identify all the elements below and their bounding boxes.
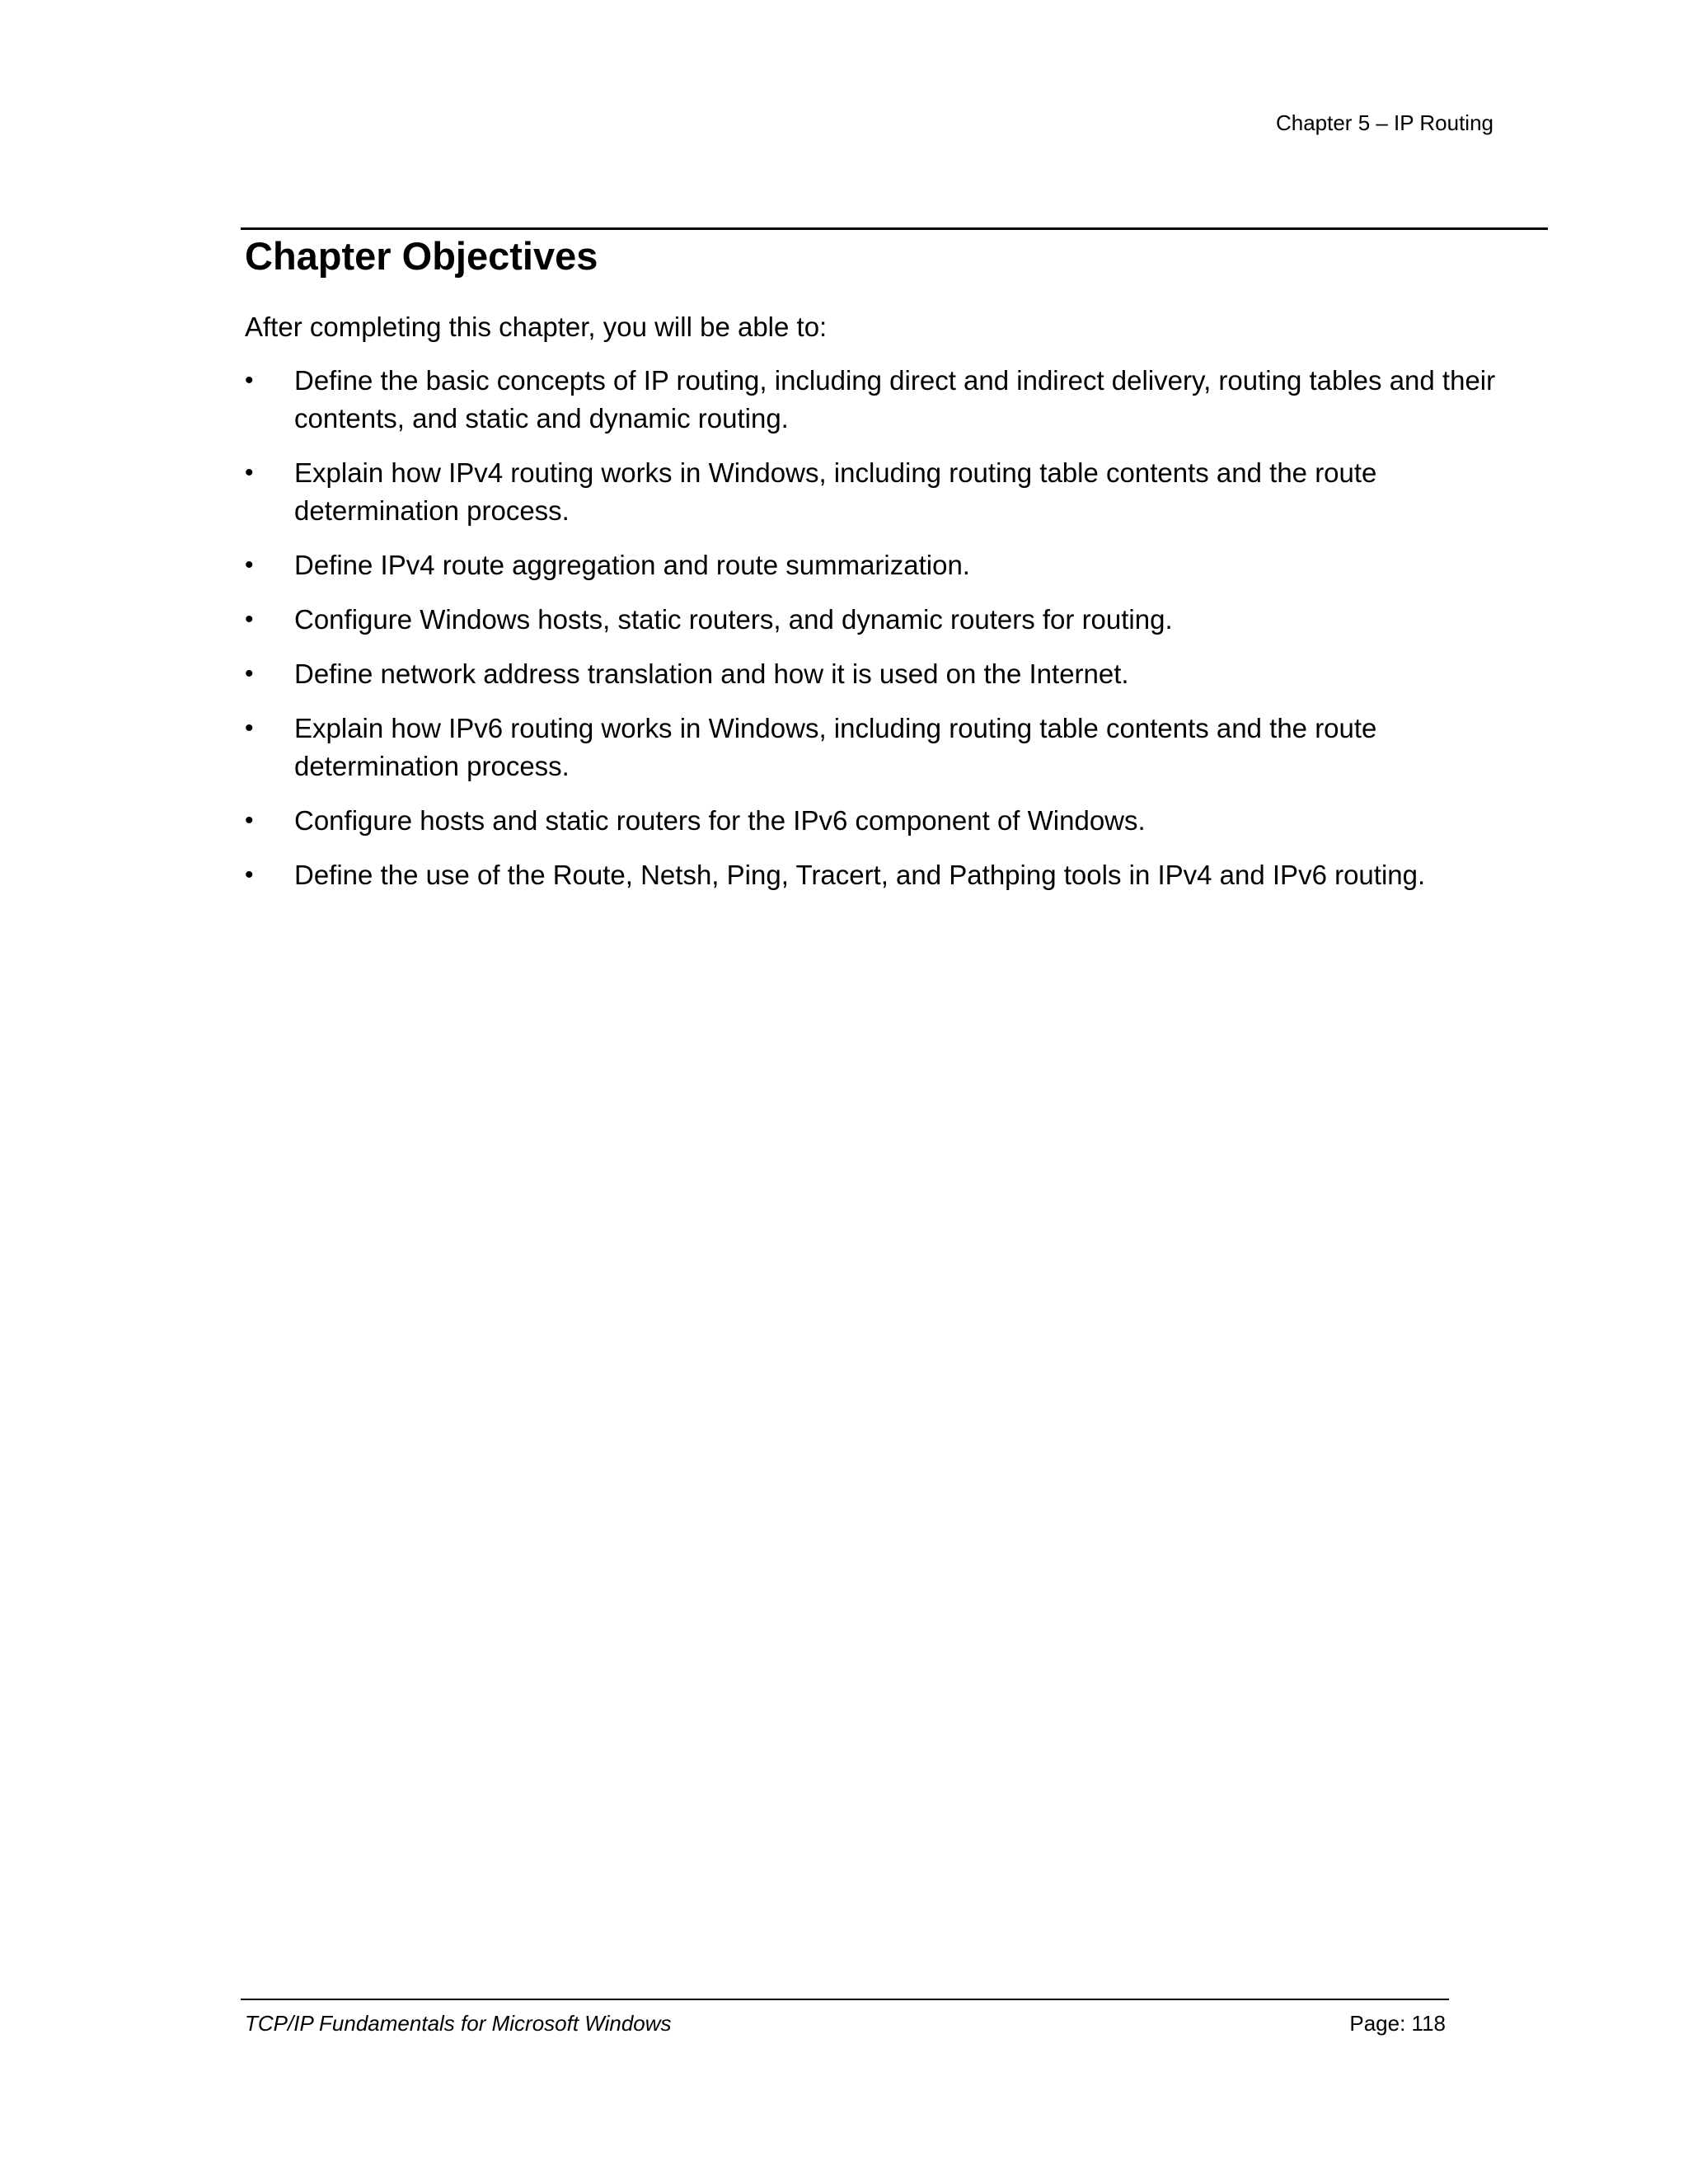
- bullet-icon: •: [245, 715, 254, 742]
- objective-text: Explain how IPv6 routing works in Windows, including routing table contents and the route determination process.: [294, 713, 1377, 781]
- footer-book-title: TCP/IP Fundamentals for Microsoft Windows: [245, 2011, 672, 2036]
- objective-text: Define the use of the Route, Netsh, Ping, Tracert, and Pathping tools in IPv4 and IPv6 routing.: [294, 860, 1426, 890]
- objective-item: [245, 710, 1531, 785]
- bullet-icon: •: [245, 606, 254, 633]
- bullet-icon: •: [245, 807, 254, 834]
- objective-text: Define IPv4 route aggregation and route summarization.: [294, 550, 970, 580]
- objective-item: [245, 655, 1531, 693]
- objective-item: [245, 546, 1531, 584]
- objective-item: [245, 856, 1531, 894]
- intro-text: After completing this chapter, you will be able to:: [245, 312, 828, 342]
- bullet-icon: •: [245, 861, 254, 888]
- running-header: Chapter 5 – IP Routing: [1275, 110, 1493, 135]
- bullet-icon: •: [245, 551, 254, 579]
- footer-rule: [241, 1999, 1449, 2000]
- footer-page-number: Page: 118: [1349, 2011, 1446, 2036]
- header-rule: [241, 227, 1548, 230]
- objective-text: Configure hosts and static routers for the IPv6 component of Windows.: [294, 805, 1146, 836]
- objective-item: [245, 362, 1531, 438]
- objective-text: Define network address translation and how it is used on the Internet.: [294, 658, 1129, 689]
- bullet-icon: •: [245, 459, 254, 486]
- objective-item: [245, 601, 1531, 639]
- bullet-icon: •: [245, 660, 254, 687]
- section-title: Chapter Objectives: [245, 234, 598, 278]
- bullet-icon: •: [245, 367, 254, 394]
- objective-item: [245, 802, 1531, 840]
- objective-text: Define the basic concepts of IP routing, including direct and indirect delivery, routing tables and their contents, and static and dynamic routing.: [294, 365, 1496, 434]
- objective-item: [245, 454, 1531, 530]
- objective-text: Explain how IPv4 routing works in Windows, including routing table contents and the route determination process.: [294, 457, 1377, 526]
- objectives-list: [245, 362, 1531, 911]
- objective-text: Configure Windows hosts, static routers, and dynamic routers for routing.: [294, 604, 1173, 635]
